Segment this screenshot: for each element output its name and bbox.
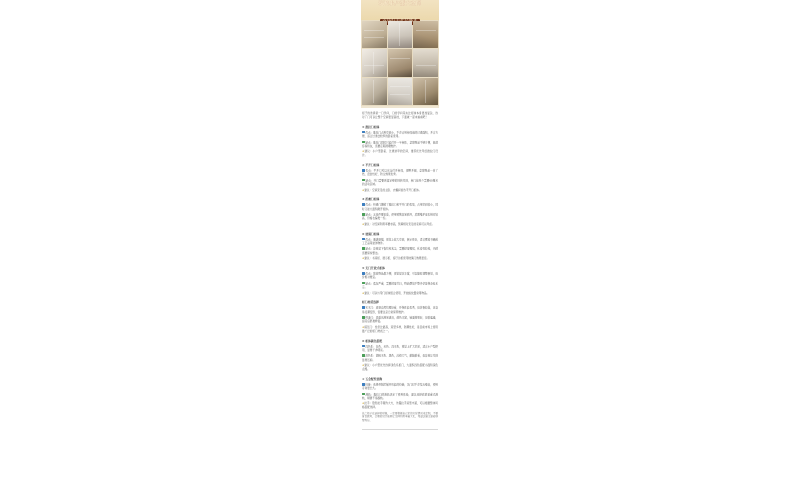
section-line-text: 实木门：质感自然纹理好看，环保性能优秀，但价格较高，且容易受潮变形，需要注意日常保养维护。 bbox=[362, 306, 439, 314]
section-line-text: 建议：可以与带门柜体组合使用，开放格放置常用物品。 bbox=[364, 291, 430, 295]
hero-photo bbox=[388, 21, 413, 48]
section-line-text: 浅色系：白色、米色、浅木色，视觉上扩大空间，适合小户型使用，显得干净明亮。 bbox=[362, 345, 439, 352]
section-line bbox=[362, 247, 438, 255]
star-icon: ★ bbox=[362, 402, 365, 406]
star-icon: ★ bbox=[362, 291, 365, 295]
intro-paragraph: 柜子的选择是一门学问，门的学问其实比柜体本身更加复杂，选对了门可以让整个空间更显高档，下面就一起来看看吧！ bbox=[362, 112, 438, 119]
section-line-text: 优点：通透感强，视觉上放大空间，展示性好，适合摆放书籍或工艺品等装饰物件。 bbox=[362, 238, 439, 246]
section-line bbox=[362, 282, 438, 290]
section-line-text: 深色系：胡桃木色、黑色，沉稳大气，耐脏耐看，但容易让空间显得压抑。 bbox=[362, 354, 439, 362]
section-line bbox=[362, 203, 438, 211]
section-line-text: 缺点：开门需要预留足够的回转空间，柜门前至少需要60厘米的活动区域。 bbox=[362, 179, 438, 187]
section-line-text: 优点：推拉门占用空间小，不会占用柜体前的过道面积，开合方便，适合过道比较窄的卧室使用。 bbox=[362, 131, 439, 139]
section-line bbox=[362, 316, 438, 324]
section-line-text: 优点：折叠门兼顾了推拉门和平开门的优势，占用空间较小，同时又能大面积敞开柜体。 bbox=[362, 203, 439, 211]
hero-photo-grid bbox=[361, 20, 439, 106]
section-heading: ⑦ 五金配件选购 bbox=[362, 376, 383, 381]
star-icon: ★ bbox=[362, 150, 365, 154]
star-icon: ★ bbox=[362, 222, 365, 226]
section-line-text: 缺点：落灰严重，需要经常打扫，物品摆放不整齐会显得杂乱无章。 bbox=[362, 282, 439, 290]
section-heading: ③ 折叠门柜体 bbox=[362, 197, 380, 202]
section-line-text: 建议：小户型卧室、过道狭窄的空间，推荐优先考虑推拉门设计。 bbox=[362, 150, 439, 158]
section-line-text: 优点：取放物品最方便，视觉层次丰富，可以随时调整格局，造价相对便宜。 bbox=[362, 272, 439, 280]
hero-photo bbox=[388, 78, 413, 105]
hero-photo bbox=[413, 21, 438, 48]
section-line-text: 缺点：五金件要求高，使用频繁容易损坏，后期维护成本相对较高，价格也偏贵一些。 bbox=[362, 213, 439, 221]
section-heading: ⑤ 无门开放式柜体 bbox=[362, 266, 385, 271]
section-line bbox=[362, 169, 438, 177]
hero-image bbox=[361, 0, 439, 108]
section-line-text: 缺点：推拉门同时只能打开一半柜体，拿取物品不够方便，轨道容易积灰，需要定期清理维护。 bbox=[362, 140, 439, 148]
star-icon: ★ bbox=[362, 325, 365, 329]
hero-photo bbox=[362, 78, 387, 105]
hero-photo bbox=[362, 49, 387, 76]
star-icon: ★ bbox=[362, 257, 365, 261]
section-line bbox=[362, 272, 438, 280]
section-line bbox=[362, 345, 438, 353]
section-line bbox=[362, 223, 438, 227]
section-line-text: 建议：空间充足的主卧、衣帽间首选平开门柜体。 bbox=[364, 188, 422, 192]
section-line bbox=[362, 306, 438, 314]
hero-title: 玩转小户型大空间 bbox=[378, 1, 422, 7]
section-line bbox=[362, 213, 438, 221]
section-heading: ④ 玻璃门柜体 bbox=[362, 231, 380, 236]
section-heading: 柜门材质选择 bbox=[362, 300, 379, 305]
section-line-text: 烤漆门：表面光滑易清洁，颜色丰富，镜面效果好，但怕磕碰，刮花后很难修复。 bbox=[362, 316, 439, 324]
section-line bbox=[362, 326, 438, 334]
section-line bbox=[362, 179, 438, 187]
section-line-text: 缺点：容易留下指纹和灰尘，需要经常擦拭，私密性较差，内部需要保持整洁。 bbox=[362, 247, 439, 255]
section-line-text: 滑轨：推拉门的滑轨决定了使用体验，建议选择底部承重式滑轨，顺滑不易脱轨。 bbox=[362, 393, 438, 400]
section-line bbox=[362, 383, 438, 391]
hero-photo bbox=[388, 49, 413, 76]
article-column bbox=[361, 0, 439, 434]
section-line-text: 模压门：性价比最高，造型多样，防潮性好，是目前市场上使用最广泛的柜门材质之一。 bbox=[362, 325, 439, 333]
section-line bbox=[362, 150, 438, 158]
section-heading: ⑥ 柜体颜色搭配 bbox=[362, 338, 383, 343]
article-body bbox=[361, 108, 439, 430]
hero-banner bbox=[361, 0, 439, 20]
section-line bbox=[362, 402, 438, 410]
star-icon: ★ bbox=[362, 188, 365, 192]
section-heading: ② 平开门柜体 bbox=[362, 163, 380, 168]
section-line-text: 拉手：隐形拉手简约大方，外露拉手造型丰富，可以根据整体风格搭配选择。 bbox=[362, 402, 439, 410]
section-line-text: 优点：平开门可以完全打开柜体，视野开阔，拿取物品一目了然，密封性好，防尘效果优秀。 bbox=[362, 169, 438, 177]
section-line-text: 建议：对空间利用率要求高，预算相对充足的家庭可以考虑。 bbox=[364, 222, 435, 226]
section-line-text: 建议：书房柜、展示柜、客厅边柜使用玻璃门效果更佳。 bbox=[364, 257, 430, 261]
section-line bbox=[362, 131, 438, 139]
hero-photo bbox=[413, 49, 438, 76]
divider bbox=[362, 429, 438, 430]
hero-photo bbox=[413, 78, 438, 105]
section-line-text: 铰链：选择带阻尼缓冲功能的铰链，关门时不会发出噪音，使用寿命更长久。 bbox=[362, 383, 439, 391]
section-line-text: 建议：小户型优先选择浅色系柜门，大面积浅色搭配小面积深色点缀。 bbox=[362, 364, 439, 372]
section-line bbox=[362, 141, 438, 149]
footer-note: 总之柜子在选择的时候，一定要根据自己家的实际情况来定制，不要盲目跟风，合理的设计能够让空间利用率最大化，希望这篇文章能够帮到你。 bbox=[362, 411, 438, 423]
section-line bbox=[362, 364, 438, 372]
section-line bbox=[362, 189, 438, 193]
section-line bbox=[362, 238, 438, 246]
section-line bbox=[362, 257, 438, 261]
star-icon: ★ bbox=[362, 364, 365, 368]
hero-photo bbox=[362, 21, 387, 48]
section-line bbox=[362, 292, 438, 296]
section-line bbox=[362, 354, 438, 362]
section-line bbox=[362, 393, 438, 401]
section-heading: ① 推拉门柜体 bbox=[362, 124, 380, 129]
